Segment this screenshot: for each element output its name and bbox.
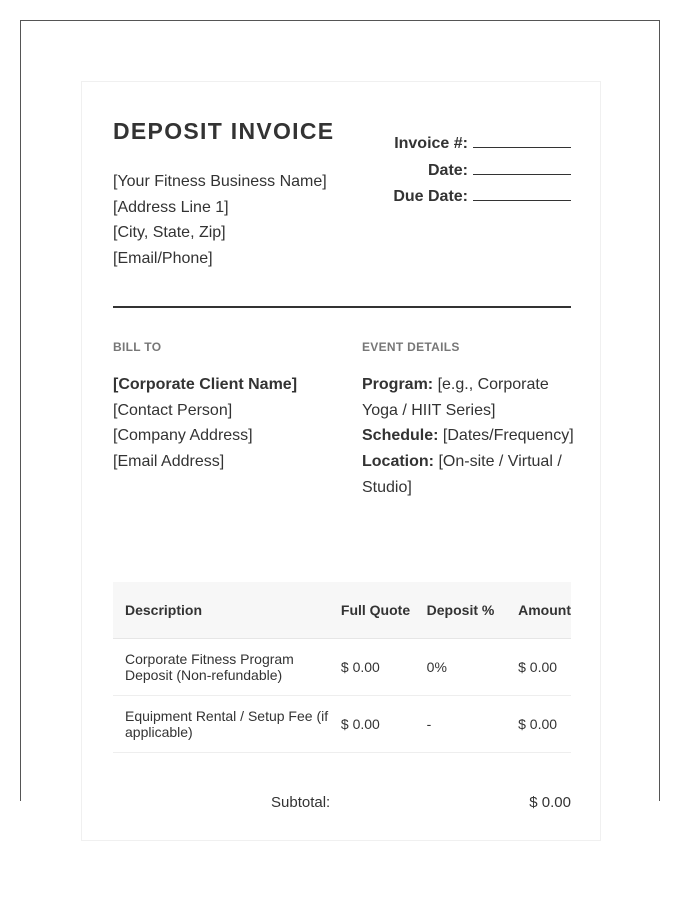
column-header-amount: Amount <box>506 582 571 639</box>
invoice-due-date-label: Due Date: <box>393 188 468 205</box>
bill-to-label: BILL TO <box>113 340 162 354</box>
bill-to-block <box>113 372 297 475</box>
row-deposit: 0% <box>415 639 506 696</box>
column-header-full-quote: Full Quote <box>329 582 415 639</box>
event-program-value: [e.g., Corporate Yoga / HIIT Series] <box>362 376 549 419</box>
row-deposit: - <box>415 696 506 753</box>
invoice-number-row <box>393 130 571 157</box>
event-location-label: Location: <box>362 453 434 471</box>
event-schedule-value: [Dates/Frequency] <box>442 427 574 445</box>
row-amount: $ 0.00 <box>506 639 571 696</box>
event-details-label: EVENT DETAILS <box>362 340 460 354</box>
client-email: [Email Address] <box>113 453 225 471</box>
invoice-meta <box>393 130 571 210</box>
invoice-date-label: Date: <box>427 161 468 179</box>
business-address-line1: [Address Line 1] <box>113 198 229 216</box>
event-program <box>362 372 574 423</box>
invoice-number-blank[interactable] <box>473 130 571 148</box>
event-details-block <box>362 372 574 501</box>
column-header-description: Description <box>113 582 329 639</box>
business-contact: [Email/Phone] <box>113 250 213 268</box>
invoice-date-row <box>393 157 571 184</box>
subtotal-value: $ 0.00 <box>529 794 571 811</box>
header-divider <box>113 306 571 308</box>
invoice-due-date-row <box>393 183 571 210</box>
table-row <box>113 639 571 696</box>
table-header-row <box>113 582 571 639</box>
invoice-title: DEPOSIT INVOICE <box>113 118 335 144</box>
event-schedule <box>362 423 574 449</box>
row-description: Corporate Fitness Program Deposit (Non-refundable) <box>113 639 329 696</box>
invoice-number-label: Invoice #: <box>394 135 468 152</box>
client-contact-person: [Contact Person] <box>113 401 233 419</box>
table-row <box>113 696 571 753</box>
client-company-address: [Company Address] <box>113 427 253 445</box>
subtotal-label: Subtotal: <box>271 794 331 811</box>
client-name: [Corporate Client Name] <box>113 376 298 393</box>
invoice-due-date-blank[interactable] <box>473 183 571 201</box>
row-full-quote: $ 0.00 <box>329 696 415 753</box>
column-header-deposit: Deposit % <box>415 582 506 639</box>
line-items-table <box>113 582 571 753</box>
row-description: Equipment Rental / Setup Fee (if applicable) <box>113 696 329 753</box>
event-location-value: [On-site / Virtual / Studio] <box>362 453 562 496</box>
invoice-date-blank[interactable] <box>473 157 571 175</box>
event-location <box>362 449 574 500</box>
invoice-sheet <box>81 81 601 841</box>
business-city-state-zip: [City, State, Zip] <box>113 224 226 242</box>
row-full-quote: $ 0.00 <box>329 639 415 696</box>
event-schedule-label: Schedule: <box>362 427 439 445</box>
row-amount: $ 0.00 <box>506 696 571 753</box>
business-name: [Your Fitness Business Name] <box>113 173 327 190</box>
business-info <box>113 169 327 272</box>
event-program-label: Program: <box>362 376 434 393</box>
document-frame <box>20 20 660 811</box>
